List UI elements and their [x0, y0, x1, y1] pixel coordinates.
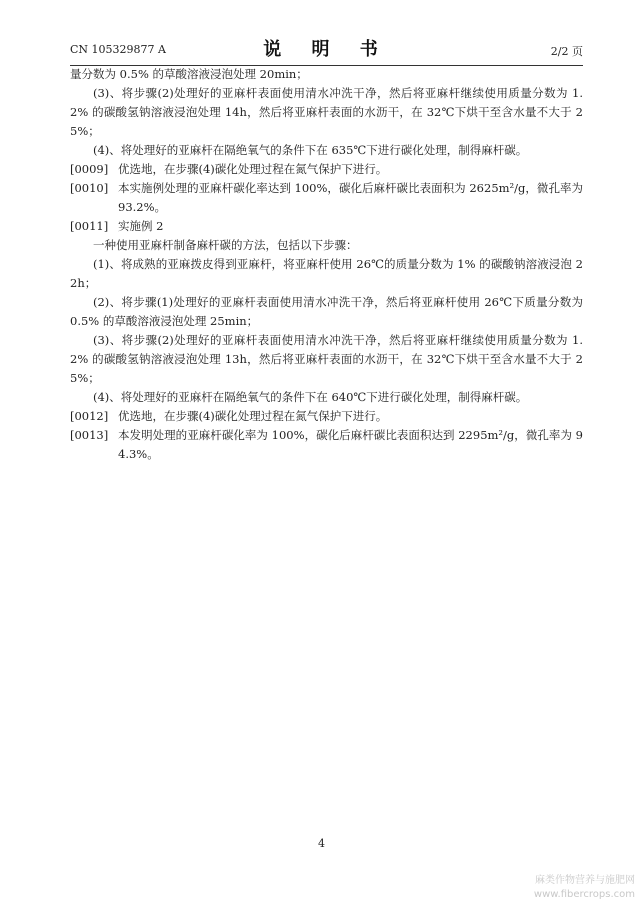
paragraph-text: 优选地，在步骤(4)碳化处理过程在氮气保护下进行。: [118, 162, 388, 176]
paragraph: (4)、将处理好的亚麻杆在隔绝氧气的条件下在 640℃下进行碳化处理，制得麻杆碳。: [93, 390, 528, 404]
watermark: [534, 874, 635, 902]
paragraph: (2)、将步骤(1)处理好的亚麻杆表面使用清水冲洗干净，然后将亚麻杆使用 26℃下质量分数为 0.5% 的草酸溶液浸泡处理 25min；: [70, 295, 583, 328]
paragraph: (4)、将处理好的亚麻杆在隔绝氧气的条件下在 635℃下进行碳化处理，制得麻杆碳。: [93, 143, 528, 157]
paragraph: 量分数为 0.5% 的草酸溶液浸泡处理 20min；: [70, 67, 308, 81]
paragraph: (1)、将成熟的亚麻拨皮得到亚麻杆，将亚麻杆使用 26℃的质量分数为 1% 的碳酸钠溶液浸泡 22h；: [70, 257, 583, 290]
paragraph-number: [0013]: [70, 428, 109, 442]
numbered-paragraph: [70, 217, 583, 236]
numbered-paragraph: [70, 407, 583, 426]
watermark-line-1: 麻类作物营养与施肥网: [535, 875, 635, 886]
paragraph-text: 优选地，在步骤(4)碳化处理过程在氮气保护下进行。: [118, 409, 388, 423]
numbered-paragraph: [70, 426, 583, 464]
page-number: 4: [318, 837, 325, 850]
document-title: 说 明 书: [263, 39, 390, 60]
paragraph: 一种使用亚麻杆制备麻杆碳的方法，包括以下步骤：: [93, 238, 358, 252]
document-body: [70, 65, 583, 464]
paragraph-number: [0012]: [70, 409, 109, 423]
paragraph-text: 本实施例处理的亚麻杆碳化率达到 100%，碳化后麻杆碳比表面积为 2625m²/g，微孔率为 93.2%。: [118, 181, 583, 214]
paragraph: (3)、将步骤(2)处理好的亚麻杆表面使用清水冲洗干净，然后将亚麻杆继续使用质量分数为 1.2% 的碳酸氢钠溶液浸泡处理 13h，然后将亚麻杆表面的水沥干，在 32℃下烘干至含水量不大于 25%；: [70, 333, 583, 385]
paragraph-number: [0010]: [70, 181, 109, 195]
page-header: [70, 35, 583, 66]
watermark-line-2: www.fibercrops.com: [533, 889, 635, 900]
paragraph-text: 实施例 2: [118, 219, 164, 233]
paragraph-number: [0009]: [70, 162, 109, 176]
patent-number: CN 105329877 A: [70, 43, 166, 56]
paragraph: (3)、将步骤(2)处理好的亚麻杆表面使用清水冲洗干净，然后将亚麻杆继续使用质量分数为 1.2% 的碳酸氢钠溶液浸泡处理 14h，然后将亚麻杆表面的水沥干，在 32℃下烘干至含水量不大于 25%；: [70, 86, 583, 138]
numbered-paragraph: [70, 160, 583, 179]
numbered-paragraph: [70, 179, 583, 217]
page-count: 2/2 页: [550, 45, 583, 58]
paragraph-text: 本发明处理的亚麻杆碳化率为 100%，碳化后麻杆碳比表面积达到 2295m²/g，微孔率为 94.3%。: [118, 428, 583, 461]
paragraph-number: [0011]: [70, 219, 109, 233]
